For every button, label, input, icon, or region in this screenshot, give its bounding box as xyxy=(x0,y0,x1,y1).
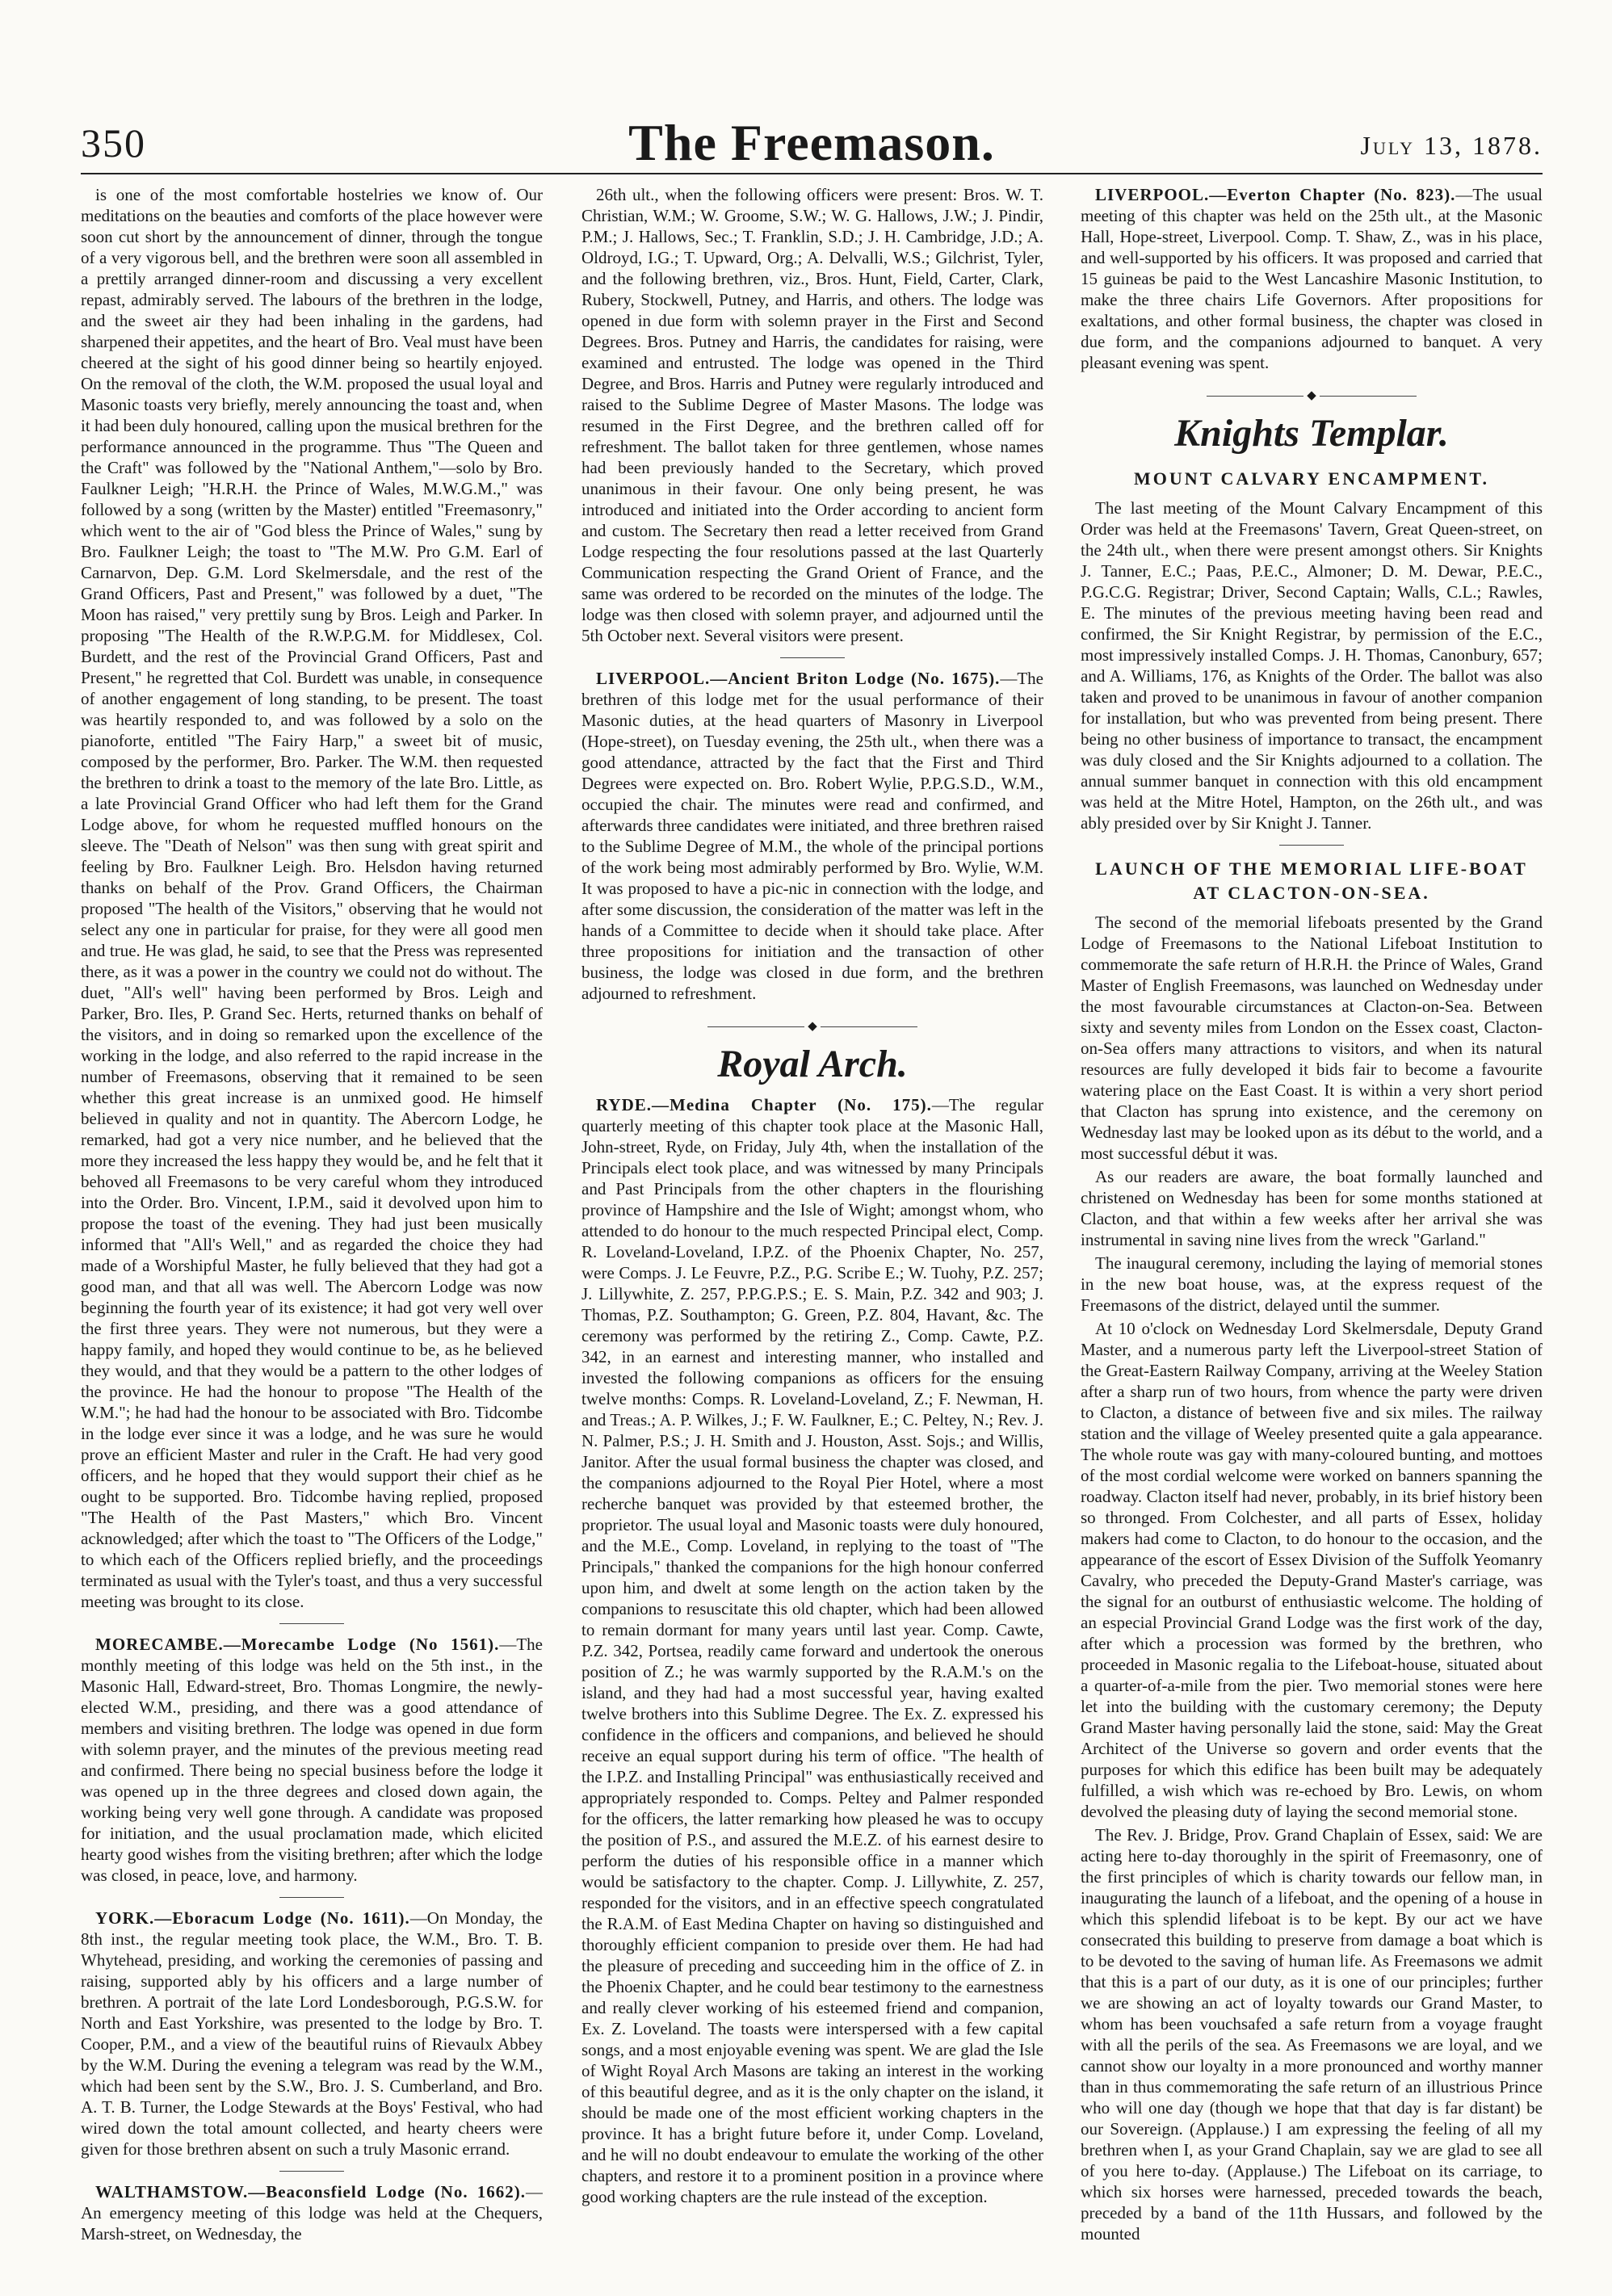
article-text: RYDE.—Medina Chapter (No. 175).—The regular quarterly meeting of this chapter took place at the Masonic Hall, John-street, Ryde, on Friday, July 4th, when the installation of the Principals elect took place, and was witnessed by many Principals and Past Principals from the other chapters in the flourishing province of Hampshire and the Isle of Wight; amongst whom, who attended to do honour to the much respected Principal elect, Comp. R. Loveland-Loveland, I.P.Z. of the Phoenix Chapter, No. 257, were Comps. J. Le Feuvre, P.Z., P.G. Scribe E.; W. Tuohy, P.Z. 257; J. Lillywhite, Z. 257, P.P.G.P.S.; E. S. Main, P.Z. 342 and 903; J. Thomas, P.Z. Southampton; G. Green, P.Z. 804, Havant, &c. The ceremony was performed by the retiring Z., Comp. Cawte, P.Z. 342, in an earnest and interesting manner, who installed and invested the following companions as officers for the ensuing twelve months: Comps. R. Loveland-Loveland, Z.; F. Newman, H. and Treas.; A. P. Wilkes, J.; F. W. Faulkner, E.; C. Peltey, N.; Rev. J. N. Palmer, P.S.; J. H. Smith and J. Houston, Asst. Sojs.; and Willis, Janitor. After the usual formal business the chapter was closed, and the companions adjourned to the Royal Pier Hotel, where a most recherche banquet was provided by that esteemed brother, the proprietor. The usual loyal and Masonic toasts were duly honoured, and the M.E., Comp. Loveland, in replying to the toast of "The Principals," thanked the companions for the high honour conferred upon him, and dwelt at some length on the action taken by the companions to resuscitate this old chapter, which had been allowed to remain dormant for many years until last year. Comp. Cawte, P.Z. 342, Portsea, readily came forward and undertook the onerous position of Z.; he was warmly supported by the R.A.M.'s on the island, and they had had a most successful year, having exalted twelve brothers into this Sublime Degree. The Ex. Z. expressed his confidence in the officers and companions, and believed he should receive an equal support during his term of office. "The health of the I.P.Z. and Installing Principal" was enthusiastically received and appropriately responded to. Comps. Peltey and Palmer responded for the officers, the latter remarking how pleased he was to occupy the position of P.S., and assured the M.E.Z. of his earnest desire to perform the duties of his responsible office in a manner which would be satisfactory to the chapter. Comp. J. Lillywhite, Z. 257, responded for the visitors, and in an effective speech congratulated the R.A.M. of East Medina Chapter on having so distinguished and thoroughly efficient companion to preside over them. He had had the pleasure of preceding and succeeding him in the office of Z. in the Phoenix Chapter, and he could bear testimony to the earnestness and really clever working of his esteemed friend and companion, Ex. Z. Loveland. The toasts were interspersed with a few capital songs, and a most enjoyable evening was spent. We are glad the Isle of Wight Royal Arch Masons are taking an interest in the working of this beautiful degree, and as it is the only chapter on the island, it should be made one of the most efficient working chapters in the province. It has a bright future before it, under Comp. Loveland, and he will no doubt endeavour to emulate the working of the other chapters, and restore it to a prominent position in a province where good working chapters are the rule instead of the exception. xyxy=(581,1095,1043,2206)
article-text: At 10 o'clock on Wednesday Lord Skelmersdale, Deputy Grand Master, and a numerous party left the Liverpool-street Station of the Great-Eastern Railway Company, arriving at the Weeley Station after a sharp run of two hours, from whence the party were driven to Clacton, a distance of between five and six miles. The railway station and the village of Weeley presented quite a gala appearance. The whole route was gay with many-coloured bunting, and mottoes of the most cordial welcome were worked on banners spanning the roadway. Clacton itself had never, probably, in its brief history been so thronged. From Colchester, and all parts of Essex, holiday makers had come to Clacton, to do honour to the occasion, and the appearance of the escort of Essex Division of the Suffolk Yeomanry Cavalry, who preceded the Deputy-Grand Master's carriage, was the signal for an outburst of enthusiastic welcome. The holding of an especial Provincial Grand Lodge was the first work of the day, after which a procession was formed by the brethren, who proceeded in Masonic regalia to the Lifeboat-house, situated about a quarter-of-a-mile from the pier. Two memorial stones were here let into the building with the customary ceremony; the Deputy Grand Master having personally laid the stone, said: May the Great Architect of the Universe so govern and order events that the purposes for which this edifice has been built may be adequately fulfilled, a wish which was re-echoed by Bro. Lewis, on whom devolved the pleasing duty of laying the second memorial stone. xyxy=(1081,1319,1543,1821)
divider xyxy=(279,1623,344,1624)
article-text: The Rev. J. Bridge, Prov. Grand Chaplain of Essex, said: We are acting here to-day thoroughly in the spirit of Freemasonry, one of the first principles of which is charity towards our fellow man, in inaugurating the launch of a lifeboat, and the opening of a house in which this splendid lifeboat is to be kept. By our act we have consecrated this building to preserve from damage a boat which is to be devoted to the saving of human life. As Freemasons we admit that this is a part of our duty, as it is one of our principles; further we are showing an act of loyalty towards our Grand Master, to whom has been vouchsafed a safe return from a voyage fraught with all the perils of the sea. As Freemasons we are loyal, and we cannot show our loyalty in a more pronounced and worthy manner than in thus commemorating the safe return of an illustrious Prince who will one day (though we hope that that day is far distant) be our Sovereign. (Applause.) I am expressing the feeling of all my brethren when I, as your Grand Chaplain, say we are glad to see all of you here to-day. (Applause.) The Lifeboat on its carriage, to which six horses were harnessed, preceded towards the beach, preceded by a band of the 11th Hussars, and followed by the mounted xyxy=(1081,1825,1543,2244)
divider xyxy=(279,1897,344,1898)
section-heading-knights-templar: Knights Templar. xyxy=(1174,412,1449,455)
article-text: The last meeting of the Mount Calvary Encampment of this Order was held at the Freemasons' Tavern, Great Queen-street, on the 24th ult., when there were present amongst others. Sir Knights J. Tanner, E.C.; Paas, P.E.C., Almoner; D. M. Dewar, P.E.C., P.G.C.G. Registrar; Driver, Second Captain; Walls, C.L.; Rawles, E. The minutes of the previous meeting having been read and confirmed, the Sir Knight Registrar, by permission of the E.C., most impressively installed Comps. J. H. Thomas, Canonbury, 657; and A. Williams, 176, as Knights of the Order. The ballot was also taken and proved to be unanimous in favour of another companion for installation, but who was prevented from being present. There being no other business of importance to transact, the encampment was duly closed and the Sir Knights adjourned to a collation. The annual summer banquet in connection with this old encampment was held at the Mitre Hotel, Hampton, on the 26th ult., and was ably presided over by Sir Knight J. Tanner. xyxy=(1081,498,1543,833)
masthead-rule xyxy=(81,173,1543,174)
column-1 xyxy=(81,184,543,2252)
article-text: LIVERPOOL.—Ancient Briton Lodge (No. 1675).—The brethren of this lodge met for the usual performance of their Masonic duties, at the head quarters of Masonry in Liverpool (Hope-street), on Tuesday evening, the 25th ult., when there was a good attendance, attracted by the fact that the First and Third Degrees were expected on. Bro. Robert Wylie, P.P.G.S.D., W.M., occupied the chair. The minutes were read and confirmed, and afterwards three candidates were initiated, and three brethren raised to the Sublime Degree of M.M., the whole of the principal portions of the work being most admirably performed by Bro. Wylie, W.M. It was proposed to have a pic-nic in connection with the lodge, and after some discussion, the consideration of the matter was left in the hands of a Committee to decide when it should take place. After three propositions for initiation and the transaction of other business, the lodge was closed in due form, and the brethren adjourned to refreshment. xyxy=(581,669,1043,1003)
article-heading: MORECAMBE.—Morecambe Lodge (No 1561). xyxy=(95,1635,500,1654)
article-heading: LIVERPOOL.—Ancient Briton Lodge (No. 1675). xyxy=(596,669,1001,688)
article-text: MORECAMBE.—Morecambe Lodge (No 1561).—The monthly meeting of this lodge was held on the 5th inst., in the Masonic Hall, Edward-street, Bro. Thomas Longmire, the newly-elected W.M., presiding, and there was a good attendance of members and visiting brethren. The lodge was opened in due form with solemn prayer, and the minutes of the previous meeting read and confirmed. There being no special business before the lodge it was opened up in the three degrees and closed down again, the working being very well gone through. A candidate was proposed for initiation, and the usual proclamation made, which elicited hearty good wishes from the visiting brethren; after which the lodge was closed, in peace, love, and harmony. xyxy=(81,1635,543,1885)
divider xyxy=(780,657,845,658)
article-text: As our readers are aware, the boat formally launched and christened on Wednesday has been for some months stationed at Clacton, and that within a few weeks after her arrival she was instrumental in saving nine lives from the wreck "Garland." xyxy=(1081,1167,1543,1249)
article-text: is one of the most comfortable hostelries we know of. Our meditations on the beauties and comforts of the place however were soon cut short by the announcement of dinner, through the tongue of a very vigorous bell, and the brethren were soon all assembled in a prettily arranged dinner-room and discussing a very excellent repast, admirably served. The labours of the brethren in the lodge, and the sweet air they had been inhaling in the gardens, had sharpened their appetites, and the heart of Bro. Veal must have been cheered at the sight of his good dinner being so heartily enjoyed. On the removal of the cloth, the W.M. proposed the usual loyal and Masonic toasts very briefly, merely announcing the toast and, when it had been duly honoured, calling upon the musical brethren for the performance announced in the programme. Thus "The Queen and the Craft" was followed by the "National Anthem,"—solo by Bro. Faulkner Leigh; "H.R.H. the Prince of Wales, M.W.G.M.," was followed by a song (written by the Master) entitled "Freemasonry," which went to the air of "God bless the Prince of Wales," sung by Bro. Faulkner Leigh; the toast to "The M.W. Pro G.M. Earl of Carnarvon, Dep. G.M. Lord Skelmersdale, and the rest of the Grand Officers, Past and Present," was followed by a duet, "The Moon has raised," very prettily sung by Bros. Leigh and Parker. In proposing "The Health of the R.W.P.G.M. for Middlesex, Col. Burdett, and the rest of the Provincial Grand Officers, Past and Present," he regretted that Col. Burdett was unable, in consequence of another engagement of long standing, to be present. The toast was heartily responded to, and was followed by a solo on the pianoforte, entitled "The Fairy Harp," a sweet bit of music, composed by the performer, Bro. Parker. The W.M. then requested the brethren to drink a toast to the memory of the late Bro. Little, as a late Provincial Grand Officer who had left them for the Grand Lodge above, for whom he requested muffled honours on the sleeve. The "Death of Nelson" was then sung with great spirit and feeling by Bro. Faulkner Leigh. Bro. Helsdon having returned thanks on behalf of the Prov. Grand Officers, the Chairman proposed "The health of the Visitors," observing that he would not select any one in particular for praise, for they were all good men and true. He was glad, he said, to see that the Press was represented there, as it was a power in the country we could not do without. The duet, "All's well" having been performed by Bros. Leigh and Parker, Bro. Iles, P. Grand Sec. Herts, returned thanks on behalf of the visitors, and in doing so remarked upon the excellence of the working in the lodge, and also referred to the rapid increase in the number of Freemasons, observing that it remained to be seen whether this great increase is an unmixed good. He himself believed in quality and not in quantity. The Abercorn Lodge, he remarked, had got a very nice number, and he believed that the more they increased the less happy they would be, and he felt that it behoved all Freemasons to be very careful whom they introduced into the Order. Bro. Vincent, I.P.M., said it devolved upon him to propose the toast of the evening. They had just been musically informed that "All's Well," and as regarded the choice they had made of a Worshipful Master, he fully believed that they had got a good man, and that all was well. The Abercorn Lodge was now beginning the fourth year of its existence; it had got very well over the first three years. They were not numerous, but they were a happy family, and hoped they would continue to be, as he believed they would, and that they would be a pattern to the other lodges of the province. He had the honour to propose "The Health of the W.M."; he had had the honour to be associated with Bro. Tidcombe in the lodge ever since it was a lodge, and he was sure he would prove an efficient Master and ruler in the Craft. He had very good officers, and he hoped that they would support their chief as he ought to be supported. Bro. Tidcombe having replied, proposed "The Health of the Past Masters," which Bro. Vincent acknowledged; after which the toast to "The Officers of the Lodge," to which each of the Officers replied briefly, and the proceedings terminated as usual with the Tyler's toast, and thus a very successful meeting was brought to its close. xyxy=(81,185,543,1611)
article-text: The second of the memorial lifeboats presented by the Grand Lodge of Freemasons to the National Lifeboat Institution to commemorate the safe return of H.R.H. the Prince of Wales, Grand Master of English Freemasons, was launched on Wednesday under the most favourable circumstances at Clacton-on-Sea. Between sixty and seventy miles from London on the Essex coast, Clacton-on-Sea offers many attractions to visitors, and when its natural resources are fully developed it bids fair to become a favourite watering place on the East Coast. It is within a very short period that Clacton has sprung into existence, and the ceremony on Wednesday last may be looked upon as its début to the world, and a most successful début it was. xyxy=(1081,913,1543,1163)
column-2 xyxy=(581,184,1043,2252)
article-text: YORK.—Eboracum Lodge (No. 1611).—On Monday, the 8th inst., the regular meeting took place, the W.M., Bro. T. B. Whytehead, presiding, and working the ceremonies of passing and raising, supported ably by his officers and a large number of brethren. A portrait of the late Lord Londesborough, P.G.S.W. for North and East Yorkshire, was presented to the lodge by Bro. T. Cooper, P.M., and a view of the beautiful ruins of Rievaulx Abbey by the W.M. During the evening a telegram was read by the W.M., which had been sent by the S.W., Bro. J. S. Cumberland, and Bro. A. T. B. Turner, the Lodge Stewards at the Boys' Festival, who had wired down the total amount collected, and hearty cheers were given for those brethren absent on such a truly Masonic errand. xyxy=(81,1908,543,2159)
newspaper-title: The Freemason. xyxy=(628,114,995,171)
ornament-divider: ◆ xyxy=(1081,388,1543,403)
article-text: 26th ult., when the following officers were present: Bros. W. T. Christian, W.M.; W. Groome, S.W.; W. G. Hallows, J.W.; J. Pindir, P.M.; J. Hallows, Sec.; T. Franklin, S.D.; J. H. Cambridge, J.D.; A. Oldroyd, I.G.; T. Upward, Org.; A. Delvalli, W.S.; Gilchrist, Tyler, and the following brethren, viz., Bros. Hunt, Field, Carter, Clark, Rubery, Stockwell, Putney, and Harris, and others. The lodge was opened in due form with solemn prayer in the First and Second Degrees. Bros. Putney and Harris, the candidates for raising, were examined and entrusted. The lodge was opened in the Third Degree, and Bros. Harris and Putney were regularly introduced and raised to the Sublime Degree of Master Masons. The lodge was resumed in the First Degree, and the brethren called off for refreshment. The ballot taken for three gentlemen, whose names had been previously handed to the Secretary, which proved unanimous in their favour. One only being present, he was introduced and initiated into the Order according to ancient form and custom. The Secretary then read a letter received from Grand Lodge respecting the four resolutions passed at the last Quarterly Communication respecting the Grand Orient of France, and the same was ordered to be recorded on the minutes of the lodge. The lodge was then closed with solemn prayer, and adjourned until the 5th October next. Several visitors were present. xyxy=(581,185,1043,645)
divider xyxy=(1279,845,1344,846)
divider xyxy=(279,2171,344,2172)
article-heading: LIVERPOOL.—Everton Chapter (No. 823). xyxy=(1095,185,1456,204)
article-text: LIVERPOOL.—Everton Chapter (No. 823).—The usual meeting of this chapter was held on the 25th ult., at the Masonic Hall, Hope-street, Liverpool. Comp. T. Shaw, Z., was in his place, and well-supported by his officers. It was proposed and carried that 15 guineas be paid to the West Lancashire Masonic Institution, to make the three chairs Life Governors. After propositions for exaltations, and other formal business, the chapter was closed in due form, and the companions adjourned to banquet. A very pleasant evening was spent. xyxy=(1081,185,1543,372)
article-heading: YORK.—Eboracum Lodge (No. 1611). xyxy=(95,1908,410,1928)
article-text: WALTHAMSTOW.—Beaconsfield Lodge (No. 1662).—An emergency meeting of this lodge was held at the Chequers, Marsh-street, on Wednesday, the xyxy=(81,2182,543,2244)
page-number: 350 xyxy=(81,120,146,166)
article-heading: MOUNT CALVARY ENCAMPMENT. xyxy=(1134,468,1489,489)
article-heading: RYDE.—Medina Chapter (No. 175). xyxy=(596,1095,932,1114)
article-text: The inaugural ceremony, including the laying of memorial stones in the new boat house, was, at the express request of the Freemasons of the district, delayed until the summer. xyxy=(1081,1253,1543,1315)
article-heading: WALTHAMSTOW.—Beaconsfield Lodge (No. 1662). xyxy=(95,2182,526,2202)
issue-date: July 13, 1878. xyxy=(1360,131,1543,160)
article-heading: LAUNCH OF THE MEMORIAL LIFE-BOAT AT CLACTON-ON-SEA. xyxy=(1095,858,1528,903)
section-heading-royal-arch: Royal Arch. xyxy=(717,1043,908,1085)
column-3 xyxy=(1081,184,1543,2252)
masthead xyxy=(81,114,1543,178)
ornament-divider: ◆ xyxy=(581,1018,1043,1034)
